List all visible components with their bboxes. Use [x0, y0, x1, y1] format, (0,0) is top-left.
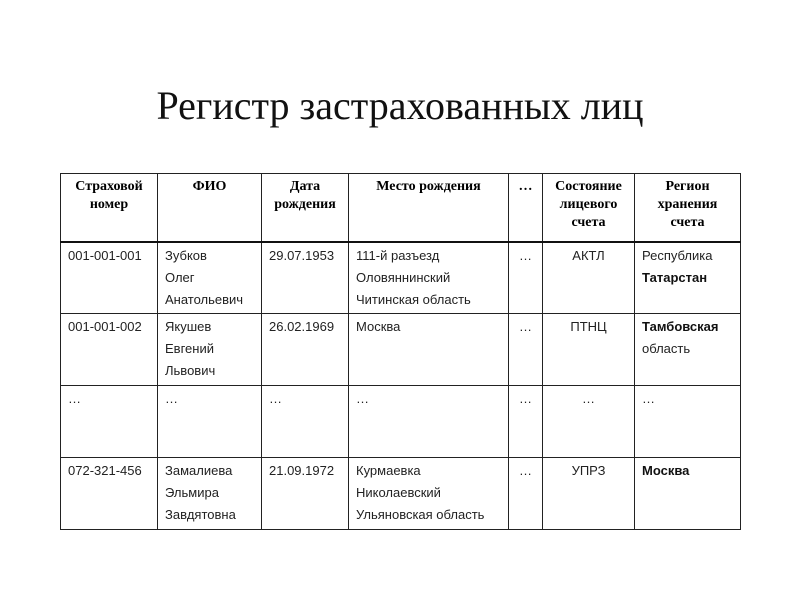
cell-text: Олег [165, 269, 195, 285]
cell-birth-place [349, 242, 509, 314]
header-text: хранения [657, 197, 718, 212]
header-text: Состояние [555, 179, 622, 194]
cell-birth-date [262, 458, 349, 530]
cell-text: Львович [165, 363, 216, 378]
header-ellipsis [509, 174, 543, 242]
cell-region [635, 386, 741, 458]
cell-fio [158, 314, 262, 386]
insured-persons-register-table [60, 173, 741, 530]
cell-birth-date [262, 386, 349, 458]
cell-text: Зубков [165, 247, 207, 263]
cell-text: Москва [356, 319, 401, 334]
table-row [61, 386, 741, 458]
cell-text: Республика [642, 247, 713, 263]
page-title: Регистр застрахованных лиц [156, 83, 644, 128]
cell-text: 26.02.1969 [269, 319, 335, 334]
cell-text: ПТНЦ [570, 319, 607, 334]
cell-birth-place [349, 386, 509, 458]
cell-status [543, 386, 635, 458]
cell-text: 29.07.1953 [269, 247, 335, 263]
cell-text: АКТЛ [572, 247, 605, 263]
cell-status [543, 242, 635, 314]
header-account-region [635, 174, 741, 242]
cell-text: … [165, 391, 178, 406]
header-text: счета [670, 215, 705, 230]
cell-birth-place [349, 458, 509, 530]
header-text: Место рождения [376, 179, 481, 194]
cell-birth-place [349, 314, 509, 386]
cell-fio [158, 242, 262, 314]
cell-region [635, 458, 741, 530]
header-account-status [543, 174, 635, 242]
cell-text: область [642, 341, 691, 356]
cell-text: Эльмира [165, 485, 219, 500]
cell-text: Татарстан [642, 269, 708, 285]
cell-ellipsis [509, 242, 543, 314]
header-text: лицевого [559, 197, 618, 212]
table-header-row [61, 174, 741, 242]
table-row [61, 314, 741, 386]
cell-text: … [519, 463, 532, 478]
cell-ellipsis [509, 314, 543, 386]
cell-text: … [519, 319, 532, 334]
cell-birth-date [262, 314, 349, 386]
cell-text: … [582, 391, 595, 406]
cell-text: Евгений [165, 341, 214, 356]
cell-text: Тамбовская [642, 319, 719, 334]
cell-text: Якушев [165, 319, 212, 334]
cell-text: … [68, 391, 81, 406]
cell-text: … [519, 391, 532, 406]
header-text: Регион [665, 179, 710, 194]
cell-birth-date [262, 242, 349, 314]
cell-text: Ульяновская область [356, 507, 485, 522]
header-text: … [518, 179, 533, 194]
cell-status [543, 458, 635, 530]
cell-number [61, 314, 158, 386]
cell-status [543, 314, 635, 386]
cell-text: … [356, 391, 369, 406]
cell-ellipsis [509, 386, 543, 458]
cell-text: … [269, 391, 282, 406]
cell-text: Оловяннинский [356, 269, 451, 285]
cell-fio [158, 458, 262, 530]
cell-region [635, 314, 741, 386]
header-text: Дата [289, 179, 321, 194]
cell-text: 21.09.1972 [269, 463, 335, 478]
table-row [61, 242, 741, 314]
table-row [61, 458, 741, 530]
cell-text: 111-й разъезд [356, 247, 440, 263]
cell-text: УПРЗ [571, 463, 606, 478]
cell-text: Читинская область [356, 291, 471, 307]
cell-text: 001-001-001 [68, 247, 142, 263]
header-text: счета [571, 215, 606, 230]
cell-text: … [519, 247, 532, 263]
header-text: номер [89, 197, 129, 212]
cell-text: Замалиева [165, 463, 233, 478]
cell-number [61, 242, 158, 314]
header-birth-place [349, 174, 509, 242]
cell-number [61, 386, 158, 458]
header-text: Страховой [75, 179, 143, 194]
cell-ellipsis [509, 458, 543, 530]
header-fio [158, 174, 262, 242]
cell-text: Завдятовна [165, 507, 236, 522]
cell-text: Курмаевка [356, 463, 421, 478]
header-text: рождения [274, 197, 336, 212]
cell-text: … [642, 391, 655, 406]
header-birth-date [262, 174, 349, 242]
cell-text: Николаевский [356, 485, 441, 500]
cell-text: 001-001-002 [68, 319, 142, 334]
header-insurance-number [61, 174, 158, 242]
cell-region [635, 242, 741, 314]
header-text: ФИО [192, 179, 227, 194]
cell-fio [158, 386, 262, 458]
cell-text: Анатольевич [165, 291, 244, 307]
cell-text: 072-321-456 [68, 463, 142, 478]
cell-number [61, 458, 158, 530]
cell-text: Москва [642, 463, 690, 478]
